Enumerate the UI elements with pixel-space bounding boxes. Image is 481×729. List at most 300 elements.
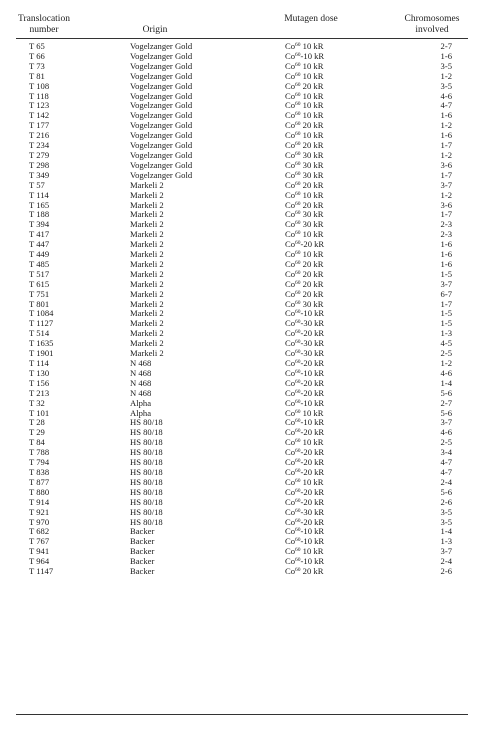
translocation-cell: T 794 bbox=[29, 457, 50, 468]
mutagen-isotope: 60 bbox=[295, 299, 301, 306]
mutagen-dose-value: -20 kR bbox=[300, 496, 325, 507]
chromosomes-cell: 4-7 bbox=[440, 466, 452, 477]
chromosomes-cell: 4-7 bbox=[440, 100, 452, 111]
mutagen-dose-value: -10 kR bbox=[300, 417, 325, 428]
mutagen-dose-value: -20 kR bbox=[300, 387, 325, 398]
translocation-cell: T 921 bbox=[29, 506, 50, 517]
translocation-cell: T 838 bbox=[29, 466, 50, 477]
mutagen-isotope: 60 bbox=[295, 319, 301, 326]
translocation-cell: T 279 bbox=[29, 149, 50, 160]
origin-cell: Markeli 2 bbox=[130, 229, 164, 240]
mutagen-element: Co bbox=[285, 149, 296, 160]
chromosomes-cell: 3-5 bbox=[440, 516, 452, 527]
translocation-cell: T 1635 bbox=[29, 338, 54, 349]
table-row bbox=[0, 329, 481, 339]
mutagen-element: Co bbox=[285, 486, 296, 497]
mutagen-element: Co bbox=[285, 60, 296, 71]
mutagen-element: Co bbox=[285, 70, 296, 81]
translocation-cell: T 108 bbox=[29, 80, 50, 91]
mutagen-dose-value: -20 kR bbox=[300, 516, 325, 527]
mutagen-element: Co bbox=[285, 159, 296, 170]
mutagen-element: Co bbox=[285, 506, 296, 517]
table-row bbox=[0, 498, 481, 508]
origin-cell: HS 80/18 bbox=[130, 437, 163, 448]
chromosomes-cell: 2-5 bbox=[440, 348, 452, 359]
mutagen-isotope: 60 bbox=[295, 259, 301, 266]
chromosomes-cell: 5-6 bbox=[440, 387, 452, 398]
chromosomes-cell: 1-6 bbox=[440, 239, 452, 250]
origin-cell: Markeli 2 bbox=[130, 328, 164, 339]
mutagen-element: Co bbox=[285, 169, 296, 180]
mutagen-isotope: 60 bbox=[295, 567, 301, 574]
chromosomes-cell: 2-6 bbox=[440, 566, 452, 577]
mutagen-isotope: 60 bbox=[295, 101, 301, 108]
mutagen-element: Co bbox=[285, 278, 296, 289]
mutagen-element: Co bbox=[285, 308, 296, 319]
mutagen-element: Co bbox=[285, 209, 296, 220]
chromosomes-cell: 3-6 bbox=[440, 159, 452, 170]
translocation-cell: T 177 bbox=[29, 120, 50, 131]
origin-cell: Vogelzanger Gold bbox=[130, 100, 193, 111]
mutagen-isotope: 60 bbox=[295, 71, 301, 78]
mutagen-isotope: 60 bbox=[295, 557, 301, 564]
mutagen-dose-value: 10 kR bbox=[300, 546, 324, 557]
mutagen-isotope: 60 bbox=[295, 517, 301, 524]
translocation-cell: T 964 bbox=[29, 556, 50, 567]
table-row bbox=[0, 210, 481, 220]
translocation-cell: T 877 bbox=[29, 476, 50, 487]
table-row bbox=[0, 121, 481, 131]
chromosomes-cell: 3-5 bbox=[440, 80, 452, 91]
mutagen-isotope: 60 bbox=[295, 250, 301, 257]
mutagen-element: Co bbox=[285, 447, 296, 458]
mutagen-isotope: 60 bbox=[295, 121, 301, 128]
table-row bbox=[0, 230, 481, 240]
translocation-cell: T 57 bbox=[29, 179, 45, 190]
origin-cell: Markeli 2 bbox=[130, 308, 164, 319]
origin-cell: HS 80/18 bbox=[130, 486, 163, 497]
mutagen-element: Co bbox=[285, 387, 296, 398]
mutagen-dose-value: -20 kR bbox=[300, 239, 325, 250]
mutagen-dose-value: -10 kR bbox=[300, 526, 325, 537]
translocation-cell: T 118 bbox=[29, 90, 49, 101]
table-top-rule bbox=[16, 38, 468, 39]
chromosomes-cell: 3-7 bbox=[440, 546, 452, 557]
mutagen-dose-value: 10 kR bbox=[300, 60, 324, 71]
mutagen-element: Co bbox=[285, 219, 296, 230]
origin-cell: Backer bbox=[130, 566, 155, 577]
mutagen-element: Co bbox=[285, 397, 296, 408]
mutagen-element: Co bbox=[285, 50, 296, 61]
mutagen-dose-value: 20 kR bbox=[300, 140, 324, 151]
origin-cell: N 468 bbox=[130, 387, 152, 398]
translocation-cell: T 615 bbox=[29, 278, 50, 289]
chromosomes-cell: 3-5 bbox=[440, 506, 452, 517]
mutagen-isotope: 60 bbox=[295, 547, 301, 554]
origin-cell: Markeli 2 bbox=[130, 278, 164, 289]
origin-cell: HS 80/18 bbox=[130, 427, 163, 438]
table-row bbox=[0, 290, 481, 300]
origin-cell: HS 80/18 bbox=[130, 457, 163, 468]
table-row bbox=[0, 518, 481, 528]
mutagen-dose-value: 10 kR bbox=[300, 70, 324, 81]
mutagen-element: Co bbox=[285, 41, 296, 51]
table-bottom-rule bbox=[16, 714, 468, 715]
origin-cell: N 468 bbox=[130, 358, 152, 368]
translocation-cell: T 188 bbox=[29, 209, 50, 220]
mutagen-element: Co bbox=[285, 566, 296, 577]
mutagen-isotope: 60 bbox=[295, 477, 301, 484]
mutagen-element: Co bbox=[285, 249, 296, 260]
mutagen-dose-value: 10 kR bbox=[300, 476, 324, 487]
chromosomes-cell: 3-6 bbox=[440, 199, 452, 210]
origin-cell: Vogelzanger Gold bbox=[130, 159, 193, 170]
mutagen-element: Co bbox=[285, 417, 296, 428]
mutagen-dose-value: 10 kR bbox=[300, 41, 324, 51]
mutagen-element: Co bbox=[285, 100, 296, 111]
mutagen-element: Co bbox=[285, 457, 296, 468]
mutagen-dose-value: -10 kR bbox=[300, 308, 325, 319]
chromosomes-cell: 1-6 bbox=[440, 258, 452, 269]
mutagen-isotope: 60 bbox=[295, 150, 301, 157]
mutagen-isotope: 60 bbox=[295, 388, 301, 395]
mutagen-isotope: 60 bbox=[295, 497, 301, 504]
chromosomes-cell: 1-2 bbox=[440, 149, 452, 160]
mutagen-dose-value: 10 kR bbox=[300, 90, 324, 101]
mutagen-dose-value: 10 kR bbox=[300, 437, 324, 448]
mutagen-element: Co bbox=[285, 367, 296, 378]
translocation-cell: T 801 bbox=[29, 298, 50, 309]
mutagen-isotope: 60 bbox=[295, 448, 301, 455]
chromosomes-cell: 4-5 bbox=[440, 338, 452, 349]
translocation-cell: T 114 bbox=[29, 189, 49, 200]
table-row bbox=[0, 240, 481, 250]
mutagen-isotope: 60 bbox=[295, 359, 301, 365]
translocation-cell: T 751 bbox=[29, 288, 50, 299]
chromosomes-cell: 1-6 bbox=[440, 110, 452, 121]
chromosomes-cell: 2-7 bbox=[440, 41, 452, 51]
mutagen-isotope: 60 bbox=[295, 398, 301, 405]
chromosomes-cell: 4-6 bbox=[440, 427, 452, 438]
mutagen-element: Co bbox=[285, 328, 296, 339]
mutagen-dose-value: -30 kR bbox=[300, 348, 325, 359]
header-translocation-number: Translocation number bbox=[18, 14, 70, 35]
translocation-cell: T 81 bbox=[29, 70, 45, 81]
mutagen-isotope: 60 bbox=[295, 42, 301, 48]
table-row bbox=[0, 82, 481, 92]
origin-cell: Backer bbox=[130, 536, 155, 547]
mutagen-element: Co bbox=[285, 140, 296, 151]
table-row bbox=[0, 508, 481, 518]
mutagen-dose-value: 10 kR bbox=[300, 110, 324, 121]
origin-cell: Vogelzanger Gold bbox=[130, 169, 193, 180]
mutagen-isotope: 60 bbox=[295, 467, 301, 474]
mutagen-element: Co bbox=[285, 318, 296, 329]
chromosomes-cell: 1-7 bbox=[440, 169, 452, 180]
origin-cell: Markeli 2 bbox=[130, 338, 164, 349]
origin-cell: HS 80/18 bbox=[130, 447, 163, 458]
table-row bbox=[0, 567, 481, 577]
origin-cell: Markeli 2 bbox=[130, 179, 164, 190]
mutagen-dose-value: 20 kR bbox=[300, 258, 324, 269]
mutagen-element: Co bbox=[285, 437, 296, 448]
mutagen-element: Co bbox=[285, 516, 296, 527]
mutagen-dose-value: 20 kR bbox=[300, 80, 324, 91]
mutagen-dose-value: 10 kR bbox=[300, 100, 324, 111]
mutagen-dose-value: -20 kR bbox=[300, 328, 325, 339]
origin-cell: Vogelzanger Gold bbox=[130, 140, 193, 151]
mutagen-isotope: 60 bbox=[295, 349, 301, 356]
table-row bbox=[0, 537, 481, 547]
chromosomes-cell: 3-7 bbox=[440, 417, 452, 428]
table-row bbox=[0, 171, 481, 181]
translocation-cell: T 517 bbox=[29, 268, 50, 279]
table-row bbox=[0, 270, 481, 280]
mutagen-dose-value: -10 kR bbox=[300, 556, 325, 567]
translocation-cell: T 66 bbox=[29, 50, 45, 61]
mutagen-dose-value: -20 kR bbox=[300, 457, 325, 468]
mutagen-element: Co bbox=[285, 338, 296, 349]
mutagen-element: Co bbox=[285, 268, 296, 279]
table-row bbox=[0, 359, 481, 369]
origin-cell: Vogelzanger Gold bbox=[130, 149, 193, 160]
mutagen-dose-value: 30 kR bbox=[300, 219, 324, 230]
mutagen-dose-value: -20 kR bbox=[300, 427, 325, 438]
mutagen-dose-value: -10 kR bbox=[300, 50, 325, 61]
translocation-cell: T 156 bbox=[29, 377, 50, 388]
table-row bbox=[0, 458, 481, 468]
chromosomes-cell: 3-4 bbox=[440, 447, 452, 458]
mutagen-isotope: 60 bbox=[295, 289, 301, 296]
mutagen-dose-value: 10 kR bbox=[300, 189, 324, 200]
origin-cell: HS 80/18 bbox=[130, 506, 163, 517]
translocation-cell: T 73 bbox=[29, 60, 45, 71]
mutagen-isotope: 60 bbox=[295, 438, 301, 445]
translocation-cell: T 514 bbox=[29, 328, 50, 339]
translocation-cell: T 1084 bbox=[29, 308, 54, 319]
origin-cell: Vogelzanger Gold bbox=[130, 80, 193, 91]
table-row bbox=[0, 527, 481, 537]
mutagen-element: Co bbox=[285, 427, 296, 438]
chromosomes-cell: 1-2 bbox=[440, 189, 452, 200]
mutagen-dose-value: -10 kR bbox=[300, 536, 325, 547]
table-row bbox=[0, 260, 481, 270]
mutagen-isotope: 60 bbox=[295, 458, 301, 465]
mutagen-element: Co bbox=[285, 476, 296, 487]
mutagen-element: Co bbox=[285, 546, 296, 557]
translocation-cell: T 394 bbox=[29, 219, 50, 230]
origin-cell: Markeli 2 bbox=[130, 189, 164, 200]
mutagen-element: Co bbox=[285, 179, 296, 190]
translocation-cell: T 880 bbox=[29, 486, 50, 497]
mutagen-dose-value: -10 kR bbox=[300, 367, 325, 378]
translocation-cell: T 114 bbox=[29, 358, 49, 368]
table-row bbox=[0, 399, 481, 409]
mutagen-isotope: 60 bbox=[295, 339, 301, 346]
mutagen-dose-value: 10 kR bbox=[300, 249, 324, 260]
chromosomes-cell: 5-6 bbox=[440, 486, 452, 497]
mutagen-dose-value: 30 kR bbox=[300, 169, 324, 180]
mutagen-dose-value: 30 kR bbox=[300, 209, 324, 220]
table-row bbox=[0, 418, 481, 428]
chromosomes-cell: 6-7 bbox=[440, 288, 452, 299]
mutagen-isotope: 60 bbox=[295, 91, 301, 98]
chromosomes-cell: 3-7 bbox=[440, 278, 452, 289]
origin-cell: Vogelzanger Gold bbox=[130, 130, 193, 141]
mutagen-element: Co bbox=[285, 556, 296, 567]
mutagen-dose-value: 20 kR bbox=[300, 120, 324, 131]
table-row bbox=[0, 379, 481, 389]
mutagen-isotope: 60 bbox=[295, 131, 301, 138]
translocation-cell: T 29 bbox=[29, 427, 45, 438]
mutagen-element: Co bbox=[285, 90, 296, 101]
table-row bbox=[0, 488, 481, 498]
mutagen-isotope: 60 bbox=[295, 61, 301, 68]
origin-cell: Vogelzanger Gold bbox=[130, 90, 193, 101]
mutagen-element: Co bbox=[285, 288, 296, 299]
chromosomes-cell: 3-7 bbox=[440, 179, 452, 190]
chromosomes-cell: 1-4 bbox=[440, 377, 452, 388]
table-row bbox=[0, 369, 481, 379]
mutagen-isotope: 60 bbox=[295, 170, 301, 177]
table-row bbox=[0, 42, 481, 52]
mutagen-dose-value: -20 kR bbox=[300, 486, 325, 497]
mutagen-element: Co bbox=[285, 526, 296, 537]
origin-cell: Vogelzanger Gold bbox=[130, 70, 193, 81]
translocation-cell: T 447 bbox=[29, 239, 50, 250]
mutagen-element: Co bbox=[285, 466, 296, 477]
mutagen-element: Co bbox=[285, 358, 296, 368]
translocation-cell: T 298 bbox=[29, 159, 50, 170]
table-row bbox=[0, 280, 481, 290]
translocation-cell: T 101 bbox=[29, 407, 50, 418]
origin-cell: Markeli 2 bbox=[130, 268, 164, 279]
mutagen-dose-value: -30 kR bbox=[300, 506, 325, 517]
table-row bbox=[0, 72, 481, 82]
chromosomes-cell: 1-7 bbox=[440, 298, 452, 309]
mutagen-isotope: 60 bbox=[295, 507, 301, 514]
table-row bbox=[0, 92, 481, 102]
translocation-cell: T 682 bbox=[29, 526, 50, 537]
chromosomes-cell: 2-5 bbox=[440, 437, 452, 448]
translocation-cell: T 216 bbox=[29, 130, 50, 141]
origin-cell: Backer bbox=[130, 546, 155, 557]
chromosomes-cell: 2-7 bbox=[440, 397, 452, 408]
origin-cell: Markeli 2 bbox=[130, 348, 164, 359]
chromosomes-cell: 1-5 bbox=[440, 318, 452, 329]
table-row bbox=[0, 557, 481, 567]
mutagen-dose-value: 30 kR bbox=[300, 159, 324, 170]
table-row bbox=[0, 141, 481, 151]
chromosomes-cell: 2-6 bbox=[440, 496, 452, 507]
origin-cell: Alpha bbox=[130, 407, 152, 418]
table-row bbox=[0, 161, 481, 171]
origin-cell: HS 80/18 bbox=[130, 417, 163, 428]
chromosomes-cell: 4-6 bbox=[440, 367, 452, 378]
mutagen-isotope: 60 bbox=[295, 230, 301, 237]
origin-cell: Alpha bbox=[130, 397, 152, 408]
mutagen-dose-value: 30 kR bbox=[300, 149, 324, 160]
mutagen-element: Co bbox=[285, 110, 296, 121]
mutagen-isotope: 60 bbox=[295, 210, 301, 217]
table-row bbox=[0, 101, 481, 111]
mutagen-dose-value: -20 kR bbox=[300, 358, 325, 368]
origin-cell: Markeli 2 bbox=[130, 219, 164, 230]
translocation-cell: T 65 bbox=[29, 41, 45, 51]
mutagen-dose-value: 30 kR bbox=[300, 298, 324, 309]
mutagen-dose-value: 20 kR bbox=[300, 278, 324, 289]
origin-cell: HS 80/18 bbox=[130, 466, 163, 477]
translocation-cell: T 123 bbox=[29, 100, 50, 111]
table-row bbox=[0, 52, 481, 62]
origin-cell: Vogelzanger Gold bbox=[130, 110, 193, 121]
mutagen-isotope: 60 bbox=[295, 408, 301, 415]
table-row bbox=[0, 191, 481, 201]
header-origin: Origin bbox=[142, 25, 168, 35]
mutagen-isotope: 60 bbox=[295, 418, 301, 425]
mutagen-isotope: 60 bbox=[295, 329, 301, 336]
chromosomes-cell: 1-2 bbox=[440, 70, 452, 81]
mutagen-isotope: 60 bbox=[295, 220, 301, 227]
table-row bbox=[0, 151, 481, 161]
mutagen-dose-value: -10 kR bbox=[300, 397, 325, 408]
origin-cell: N 468 bbox=[130, 367, 152, 378]
mutagen-dose-value: -30 kR bbox=[300, 318, 325, 329]
mutagen-element: Co bbox=[285, 239, 296, 250]
mutagen-element: Co bbox=[285, 229, 296, 240]
chromosomes-cell: 1-7 bbox=[440, 209, 452, 220]
table-row bbox=[0, 438, 481, 448]
origin-cell: Markeli 2 bbox=[130, 199, 164, 210]
chromosomes-cell: 5-6 bbox=[440, 407, 452, 418]
origin-cell: Vogelzanger Gold bbox=[130, 60, 193, 71]
translocation-cell: T 788 bbox=[29, 447, 50, 458]
chromosomes-cell: 1-3 bbox=[440, 328, 452, 339]
translocation-cell: T 485 bbox=[29, 258, 50, 269]
chromosomes-cell: 1-2 bbox=[440, 120, 452, 131]
chromosomes-cell: 2-3 bbox=[440, 229, 452, 240]
mutagen-dose-value: 20 kR bbox=[300, 199, 324, 210]
mutagen-isotope: 60 bbox=[295, 487, 301, 494]
translocation-cell: T 1127 bbox=[29, 318, 54, 329]
mutagen-dose-cell bbox=[285, 567, 323, 577]
origin-cell: Backer bbox=[130, 556, 155, 567]
mutagen-dose-value: 20 kR bbox=[300, 288, 324, 299]
mutagen-element: Co bbox=[285, 130, 296, 141]
translocation-cell: T 142 bbox=[29, 110, 50, 121]
origin-cell: Markeli 2 bbox=[130, 209, 164, 220]
table-row bbox=[0, 309, 481, 319]
origin-cell: Markeli 2 bbox=[130, 249, 164, 260]
chromosomes-cell: 1-3 bbox=[440, 536, 452, 547]
translocation-cell: T 914 bbox=[29, 496, 50, 507]
table-row bbox=[0, 62, 481, 72]
mutagen-dose-value: 10 kR bbox=[300, 130, 324, 141]
chromosomes-cell: 1-5 bbox=[440, 308, 452, 319]
table-row bbox=[0, 220, 481, 230]
translocation-cell: T 970 bbox=[29, 516, 50, 527]
mutagen-element: Co bbox=[285, 199, 296, 210]
translocation-cell: T 84 bbox=[29, 437, 45, 448]
table-row bbox=[0, 319, 481, 329]
origin-cell: Markeli 2 bbox=[130, 298, 164, 309]
mutagen-element: Co bbox=[285, 298, 296, 309]
table-row bbox=[0, 111, 481, 121]
origin-cell: Vogelzanger Gold bbox=[130, 41, 193, 51]
mutagen-isotope: 60 bbox=[295, 141, 301, 148]
mutagen-dose-value: 20 kR bbox=[300, 268, 324, 279]
origin-cell: Markeli 2 bbox=[130, 239, 164, 250]
